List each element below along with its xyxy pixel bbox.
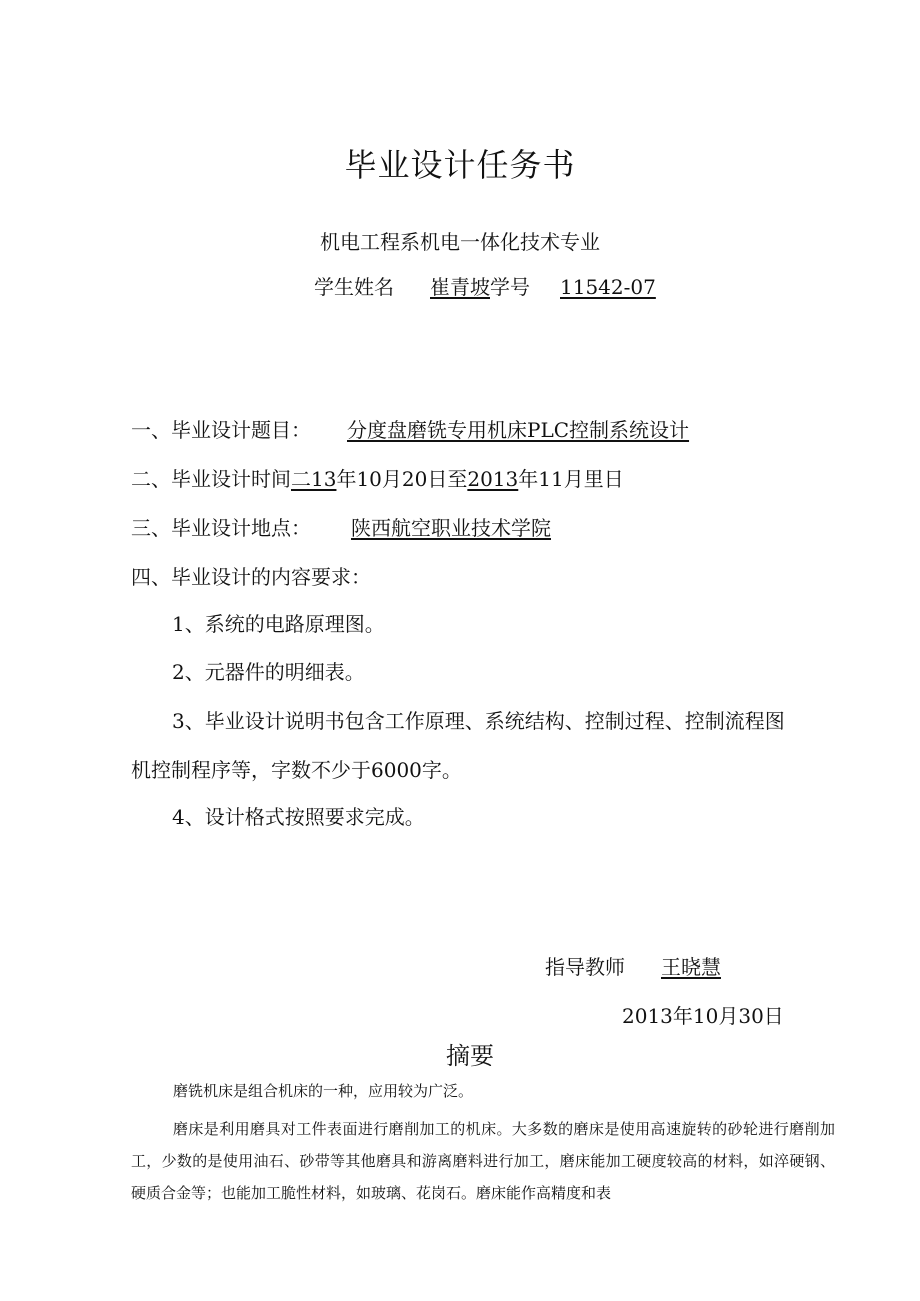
- abstract-title: 摘要: [446, 1042, 494, 1070]
- place-line: [131, 512, 551, 541]
- topic-line: [131, 414, 689, 443]
- time-end-year: 2013: [467, 467, 519, 491]
- abstract-paragraph: 磨铣机床是组合机床的一种，应用较为广泛。: [173, 1082, 474, 1100]
- page-title: 毕业设计任务书: [344, 146, 576, 184]
- time-start-rest: 年10月20日至: [336, 467, 468, 491]
- student-id-label: 学号: [490, 275, 530, 299]
- topic-value: 分度盘磨铣专用机床PLC控制系统设计: [347, 418, 690, 442]
- requirement-item: 3、毕业设计说明书包含工作原理、系统结构、控制过程、控制流程图: [172, 709, 785, 733]
- student-name-value: 崔青坡: [430, 275, 490, 299]
- requirement-item: 1、系统的电路原理图。: [172, 612, 385, 636]
- place-value: 陕西航空职业技术学院: [351, 516, 551, 540]
- student-info-line: [314, 271, 656, 300]
- place-label: 三、毕业设计地点：: [131, 516, 311, 540]
- student-name-label: 学生姓名: [314, 275, 394, 299]
- document-date: 2013年10月30日: [622, 1004, 784, 1028]
- requirement-item: 2、元器件的明细表。: [172, 660, 365, 684]
- time-end-rest: 年11月里日: [518, 467, 624, 491]
- student-id-value: 11542-07: [560, 275, 656, 299]
- time-label: 二、毕业设计时间: [131, 467, 291, 491]
- requirement-item-continued: 机控制程序等，字数不少于6000字。: [131, 758, 462, 782]
- advisor-label: 指导教师: [545, 955, 625, 979]
- advisor-line: [545, 951, 721, 980]
- abstract-paragraph: 磨床是利用磨具对工件表面进行磨削加工的机床。大多数的磨床是使用高速旋转的砂轮进行磨削加工，少数的是使用油石、砂带等其他磨具和游离磨料进行加工，磨床能加工硬度较高的材料，如淬硬钢、硬质合金等；也能加工脆性材料，如玻璃、花岗石。磨床能作高精度和表: [131, 1120, 835, 1202]
- time-start-year: 二13: [291, 467, 337, 491]
- requirement-item: 4、设计格式按照要求完成。: [172, 805, 425, 829]
- advisor-name: 王晓慧: [661, 955, 721, 979]
- department-line: 机电工程系机电一体化技术专业: [320, 230, 600, 254]
- content-requirements-heading: 四、毕业设计的内容要求：: [131, 565, 371, 589]
- topic-label: 一、毕业设计题目：: [131, 418, 311, 442]
- time-line: [131, 463, 624, 492]
